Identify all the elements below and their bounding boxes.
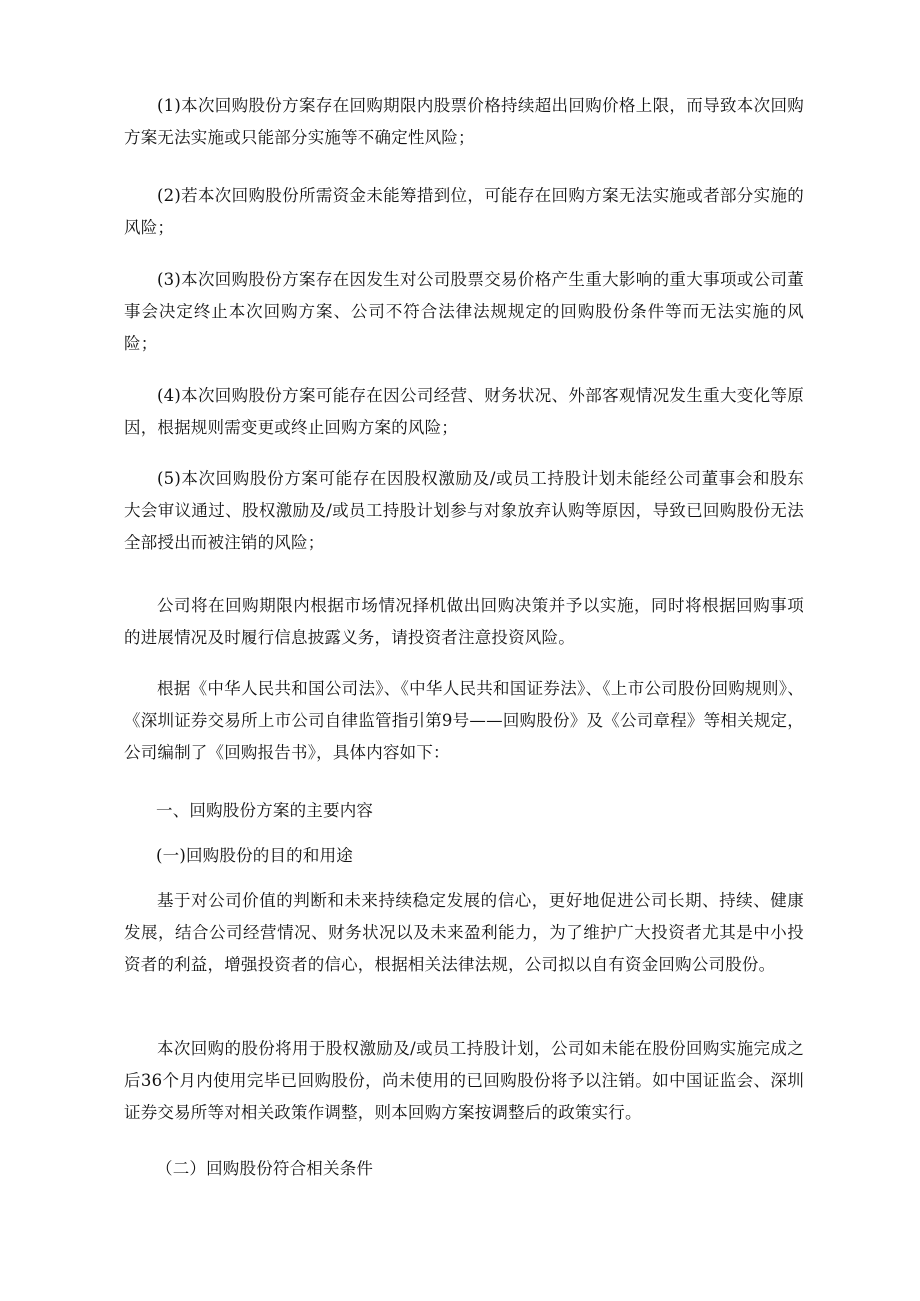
- investment-risk-notice: 公司将在回购期限内根据市场情况择机做出回购决策并予以实施，同时将根据回购事项的进展情况及时履行信息披露义务，请投资者注意投资风险。: [124, 596, 804, 647]
- section-1-title: 一、回购股份方案的主要内容: [156, 801, 374, 820]
- subsection-1-title: (一)回购股份的目的和用途: [156, 846, 353, 865]
- subsection-2-title: （二）回购股份符合相关条件: [156, 1159, 374, 1178]
- risk-item-4: (4)本次回购股份方案可能存在因公司经营、财务状况、外部客观情况发生重大变化等原因，根据规则需变更或终止回购方案的风险；: [124, 386, 804, 437]
- risk-item-1: (1)本次回购股份方案存在回购期限内股票价格持续超出回购价格上限，而导致本次回购方案无法实施或只能部分实施等不确定性风险；: [124, 96, 804, 147]
- purpose-paragraph: 基于对公司价值的判断和未来持续稳定发展的信心，更好地促进公司长期、持续、健康发展，结合公司经营情况、财务状况以及未来盈利能力，为了维护广大投资者尤其是中小投资者的利益，增强投资者的信心，根据相关法律法规，公司拟以自有资金回购公司股份。: [124, 891, 804, 974]
- usage-paragraph: 本次回购的股份将用于股权激励及/或员工持股计划，公司如未能在股份回购实施完成之后36个月内使用完毕已回购股份，尚未使用的已回购股份将予以注销。如中国证监会、深圳证券交易所等对相关政策作调整，则本回购方案按调整后的政策实行。: [124, 1039, 804, 1122]
- risk-item-5: (5)本次回购股份方案可能存在因股权激励及/或员工持股计划未能经公司董事会和股东大会审议通过、股权激励及/或员工持股计划参与对象放弃认购等原因，导致已回购股份无法全部授出而被注销的风险；: [124, 469, 804, 552]
- legal-basis-paragraph: 根据《中华人民共和国公司法》、《中华人民共和国证券法》、《上市公司股份回购规则》、《深圳证券交易所上市公司自律监管指引第9号——回购股份》及《公司章程》等相关规定，公司编制了《回购报告书》，具体内容如下：: [124, 679, 804, 762]
- risk-item-3: (3)本次回购股份方案存在因发生对公司股票交易价格产生重大影响的重大事项或公司董事会决定终止本次回购方案、公司不符合法律法规规定的回购股份条件等而无法实施的风险；: [124, 270, 804, 353]
- risk-item-2: (2)若本次回购股份所需资金未能筹措到位，可能存在回购方案无法实施或者部分实施的风险；: [124, 186, 804, 237]
